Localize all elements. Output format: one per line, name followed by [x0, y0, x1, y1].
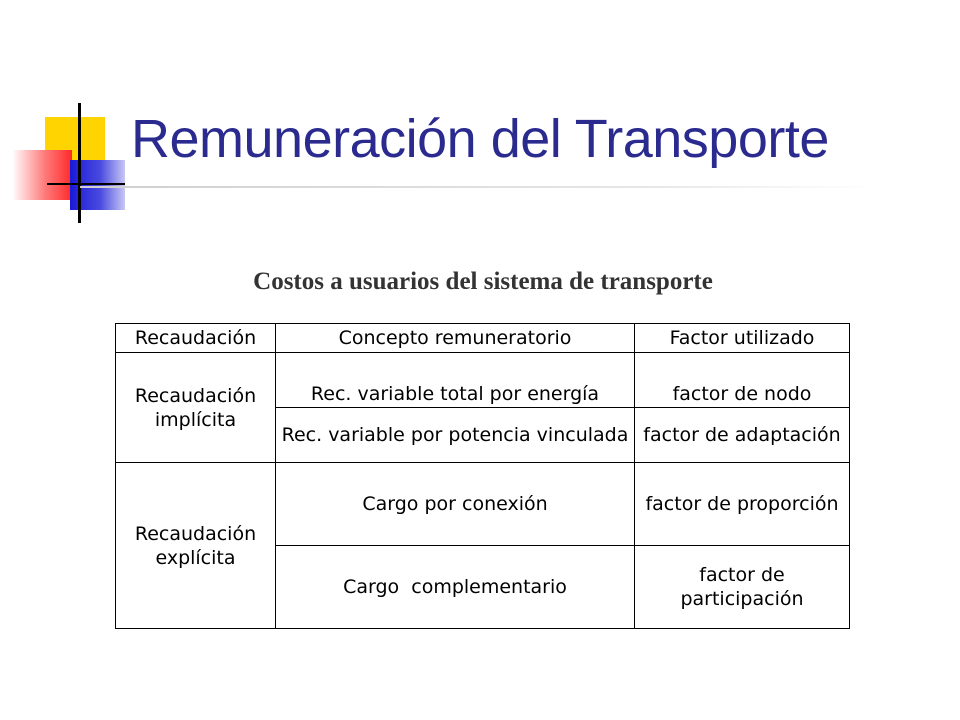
slide-logo-decoration	[0, 0, 140, 230]
implicit-label: Recaudación implícita	[116, 353, 276, 463]
table-caption: Costos a usuarios del sistema de transporte	[253, 268, 713, 295]
header-concepto: Concepto remuneratorio	[276, 324, 635, 353]
implicit-concept-2: Rec. variable por potencia vinculada	[276, 408, 635, 463]
logo-horizontal-line	[47, 183, 125, 185]
explicit-factor-2: factor de participación	[635, 546, 850, 629]
explicit-concept-2: Cargo complementario	[276, 546, 635, 629]
explicit-label: Recaudación explícita	[116, 463, 276, 629]
logo-red-square	[12, 150, 72, 200]
implicit-factor-2: factor de adaptación	[635, 408, 850, 463]
header-recaudacion: Recaudación	[116, 324, 276, 353]
explicit-concept-1: Cargo por conexión	[276, 463, 635, 546]
implicit-concept-1: Rec. variable total por energía	[276, 353, 635, 408]
slide-title: Remuneración del Transporte	[131, 109, 829, 169]
implicit-factor-1: factor de nodo	[635, 353, 850, 408]
title-underline	[80, 186, 880, 188]
logo-vertical-line	[78, 103, 81, 223]
header-factor: Factor utilizado	[635, 324, 850, 353]
table-row	[116, 353, 850, 408]
table-row	[116, 463, 850, 546]
table-header-row	[116, 324, 850, 353]
costs-table	[115, 323, 850, 629]
explicit-factor-1: factor de proporción	[635, 463, 850, 546]
